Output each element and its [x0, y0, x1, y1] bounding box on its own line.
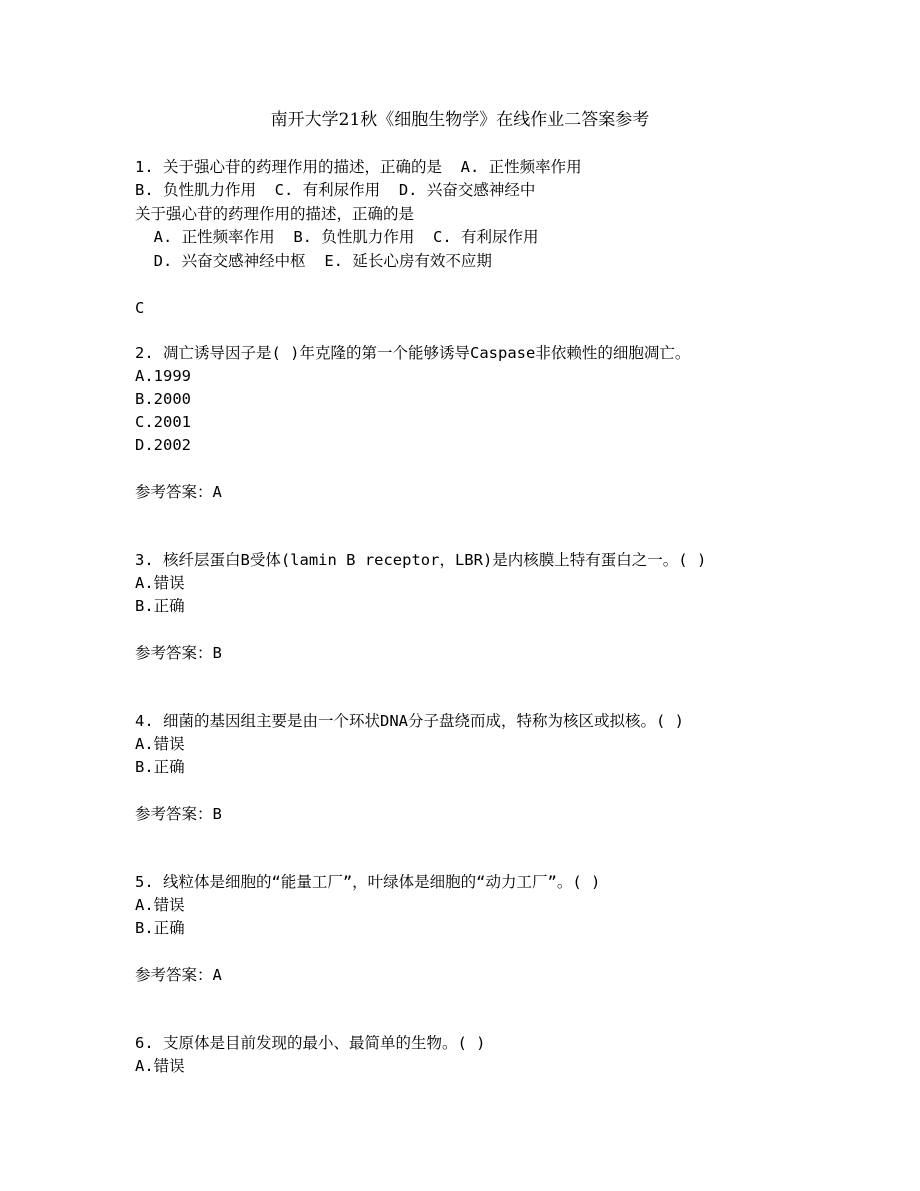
question-3-option-a: A.错误 [135, 574, 185, 592]
question-6-stem: 6. 支原体是目前发现的最小、最简单的生物。( ) [135, 1034, 486, 1052]
question-1-answer: C [135, 299, 145, 317]
question-2-option-a: A.1999 [135, 367, 191, 385]
question-3-answer: 参考答案：B [135, 644, 222, 662]
question-1-line-3: 关于强心苷的药理作用的描述，正确的是 [135, 205, 415, 223]
question-4-stem: 4. 细菌的基因组主要是由一个环状DNA分子盘绕而成，特称为核区或拟核。( ) [135, 712, 684, 730]
question-5-stem: 5. 线粒体是细胞的“能量工厂”，叶绿体是细胞的“动力工厂”。( ) [135, 873, 601, 891]
document-title: 南开大学21秋《细胞生物学》在线作业二答案参考 [270, 110, 650, 130]
question-2-stem: 2. 凋亡诱导因子是( )年克隆的第一个能够诱导Caspase非依赖性的细胞凋亡。 [135, 344, 691, 362]
question-3-stem: 3. 核纤层蛋白B受体(lamin B receptor，LBR)是内核膜上特有蛋白之一。( ) [135, 551, 707, 569]
question-4-option-b: B.正确 [135, 758, 185, 776]
question-1-line-4: A. 正性频率作用 B. 负性肌力作用 C. 有利尿作用 [135, 228, 539, 246]
question-4-answer: 参考答案：B [135, 805, 222, 823]
question-1-line-5: D. 兴奋交感神经中枢 E. 延长心房有效不应期 [135, 252, 492, 270]
question-5-option-b: B.正确 [135, 919, 185, 937]
question-4-option-a: A.错误 [135, 735, 185, 753]
question-3-option-b: B.正确 [135, 597, 185, 615]
question-1-line-2: B. 负性肌力作用 C. 有利尿作用 D. 兴奋交感神经中 [135, 181, 536, 199]
question-2-option-c: C.2001 [135, 413, 191, 431]
question-5-option-a: A.错误 [135, 896, 185, 914]
question-6-option-a: A.错误 [135, 1057, 185, 1075]
question-5-answer: 参考答案：A [135, 966, 222, 984]
question-1-line-1: 1. 关于强心苷的药理作用的描述，正确的是 A. 正性频率作用 [135, 158, 582, 176]
question-2-option-d: D.2002 [135, 436, 191, 454]
question-2-option-b: B.2000 [135, 390, 191, 408]
question-2-answer: 参考答案：A [135, 483, 222, 501]
